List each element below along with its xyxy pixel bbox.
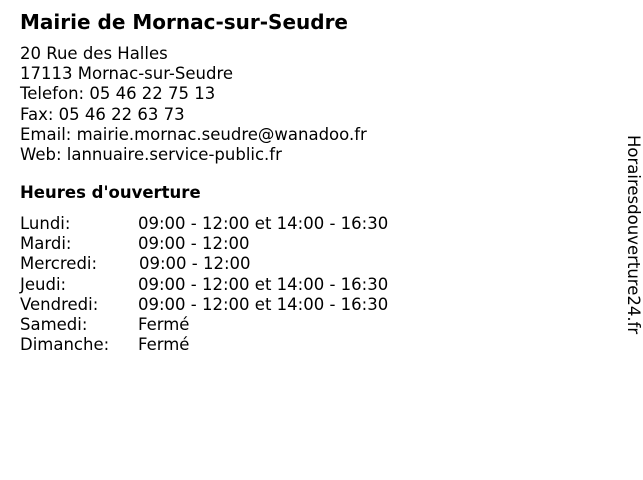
page-title: Mairie de Mornac-sur-Seudre — [20, 10, 348, 34]
time-range: Fermé — [138, 314, 190, 334]
time-range: 09:00 - 12:00 et 14:00 - 16:30 — [138, 294, 389, 314]
day-label: Vendredi: — [20, 294, 99, 314]
site-watermark: Horairesdouverture24.fr — [624, 135, 643, 335]
address-street: 20 Rue des Halles — [20, 44, 168, 63]
day-label: Jeudi: — [20, 274, 67, 294]
hours-heading: Heures d'ouverture — [20, 183, 201, 202]
time-range: 09:00 - 12:00 et 14:00 - 16:30 — [138, 274, 389, 294]
time-range: Fermé — [138, 335, 190, 355]
email-address: Email: mairie.mornac.seudre@wanadoo.fr — [20, 124, 367, 144]
phone-number: Telefon: 05 46 22 75 13 — [20, 84, 216, 104]
contact-block — [20, 44, 367, 165]
address-city: 17113 Mornac-sur-Seudre — [20, 64, 234, 84]
fax-number: Fax: 05 46 22 63 73 — [20, 104, 185, 124]
day-label: Mercredi: — [20, 254, 98, 274]
day-label: Lundi: — [20, 214, 71, 233]
time-range: 09:00 - 12:00 — [138, 234, 250, 254]
day-label: Mardi: — [20, 234, 72, 254]
time-range: 09:00 - 12:00 — [139, 254, 251, 274]
website: Web: lannuaire.service-public.fr — [20, 144, 282, 164]
time-range: 09:00 - 12:00 et 14:00 - 16:30 — [138, 214, 389, 233]
day-label: Samedi: — [20, 314, 88, 334]
day-label: Dimanche: — [20, 335, 110, 355]
